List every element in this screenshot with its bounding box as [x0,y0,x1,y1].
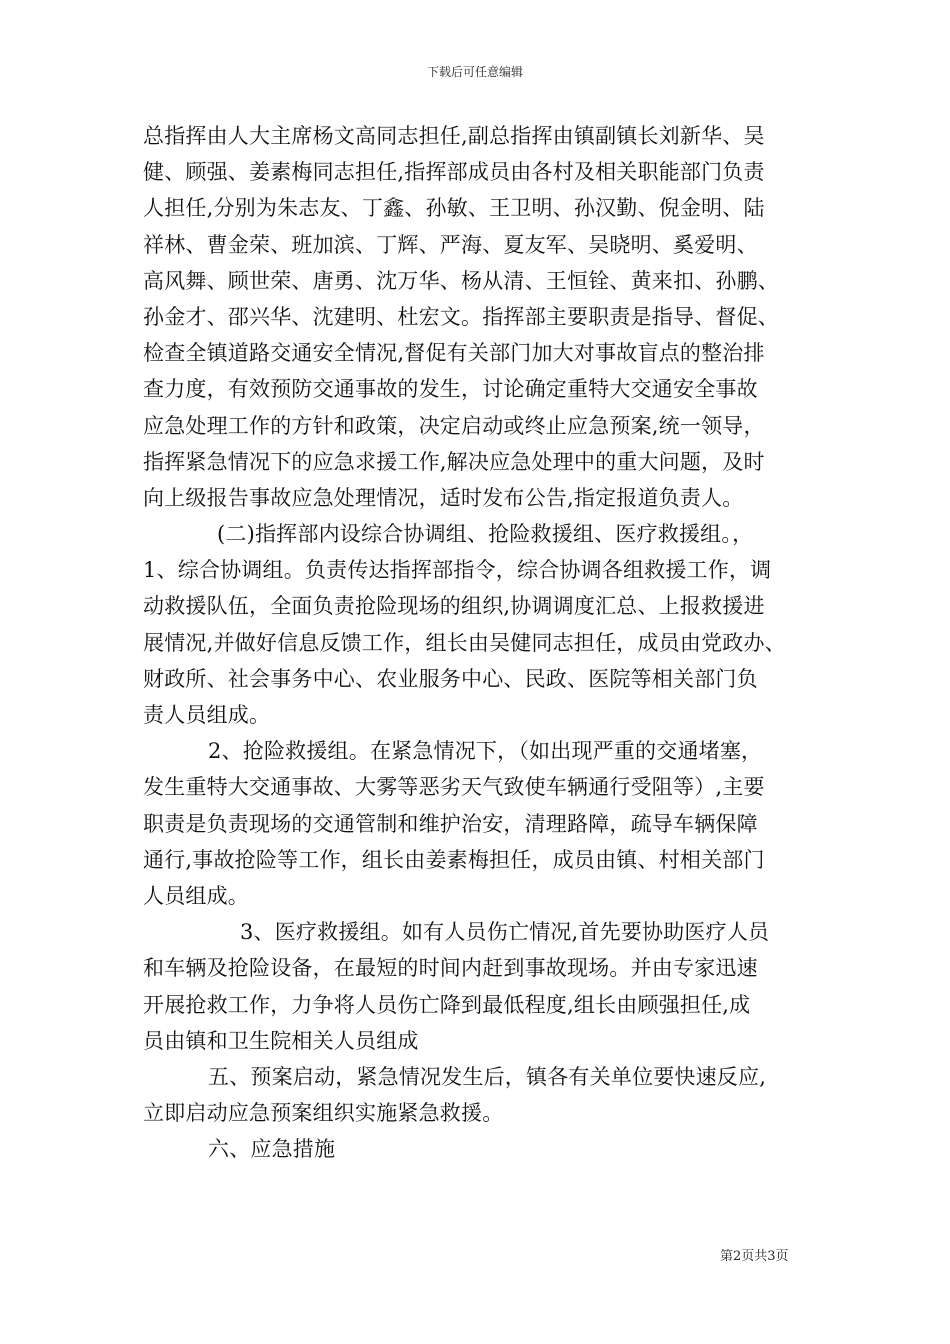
paragraph-start: 五、预案启动，紧急情况发生后，镇各有关单位要快速反应, [208,1064,767,1089]
text-line: 开展抢救工作，力争将人员伤亡降到最低程度,组长由顾强担任,成 [143,992,751,1017]
text-line: 1、综合协调组。负责传达指挥部指令，综合协调各组救援工作，调 [143,558,772,583]
section-heading: (二)指挥部内设综合协调组、抢险救援组、医疗救援组。， [217,522,754,547]
text-line: 祥林、曹金荣、班加滨、丁辉、严海、夏友军、吴晓明、奚爱明、 [143,232,758,257]
text-line: 责人员组成。 [143,703,271,727]
text-line: 通行,事故抢险等工作，组长由姜素梅担任，成员由镇、村相关部门 [143,847,765,872]
text-line: 高风舞、顾世荣、唐勇、沈万华、杨从清、王恒铨、黄来扣、孙鹏、 [143,268,779,293]
document-body [143,118,813,1167]
page-number: 第2页共3页 [720,1249,789,1264]
text-line: 向上级报告事故应急处理情况，适时发布公告,指定报道负责人。 [143,485,744,510]
text-line: 发生重特大交通事故、大雾等恶劣天气致使车辆通行受阻等）,主要 [143,775,765,800]
paragraph-start: 2、抢险救援组。在紧急情况下，（如出现严重的交通堵塞， [208,739,763,764]
page-header-note: 下载后可任意编辑 [426,65,523,79]
text-line: 展情况,并做好信息反馈工作，组长由吴健同志担任，成员由党政办、 [143,630,786,655]
text-line: 和车辆及抢险设备，在最短的时间内赶到事故现场。并由专家迅速 [143,956,758,981]
text-line: 员由镇和卫生院相关人员组成 [143,1028,419,1053]
text-line: 人员组成。 [143,883,249,908]
text-line: 应急处理工作的方针和政策，决定启动或终止应急预案,统一领导， [143,413,765,438]
section-heading: 六、应急措施 [208,1137,336,1162]
text-line: 查力度，有效预防交通事故的发生，讨论确定重特大交通安全事故 [143,377,758,402]
text-line: 财政所、社会事务中心、农业服务中心、民政、医院等相关部门负 [143,666,758,691]
text-line: 健、顾强、姜素梅同志担任,指挥部成员由各村及相关职能部门负责 [143,160,765,185]
paragraph-start: 3、医疗救援组。如有人员伤亡情况,首先要协助医疗人员 [240,920,770,945]
text-line: 人担任,分别为朱志友、丁鑫、孙敏、王卫明、孙汉勤、倪金明、陆 [143,196,765,221]
text-line: 指挥紧急情况下的应急求援工作,解决应急处理中的重大问题，及时 [143,449,765,474]
text-line: 总指挥由人大主席杨文高同志担任,副总指挥由镇副镇长刘新华、吴 [143,124,765,148]
text-line: 职责是负责现场的交通管制和维护治安，清理路障，疏导车辆保障 [143,811,758,836]
text-line: 立即启动应急预案组织实施紧急救援。 [143,1101,504,1126]
text-line: 动救援队伍，全面负责抢险现场的组织,协调调度汇总、上报救援进 [143,594,765,619]
text-line: 检查全镇道路交通安全情况,督促有关部门加大对事故盲点的整治排 [143,341,765,366]
text-line: 孙金才、邵兴华、沈建明、杜宏文。指挥部主要职责是指导、督促、 [143,304,779,329]
